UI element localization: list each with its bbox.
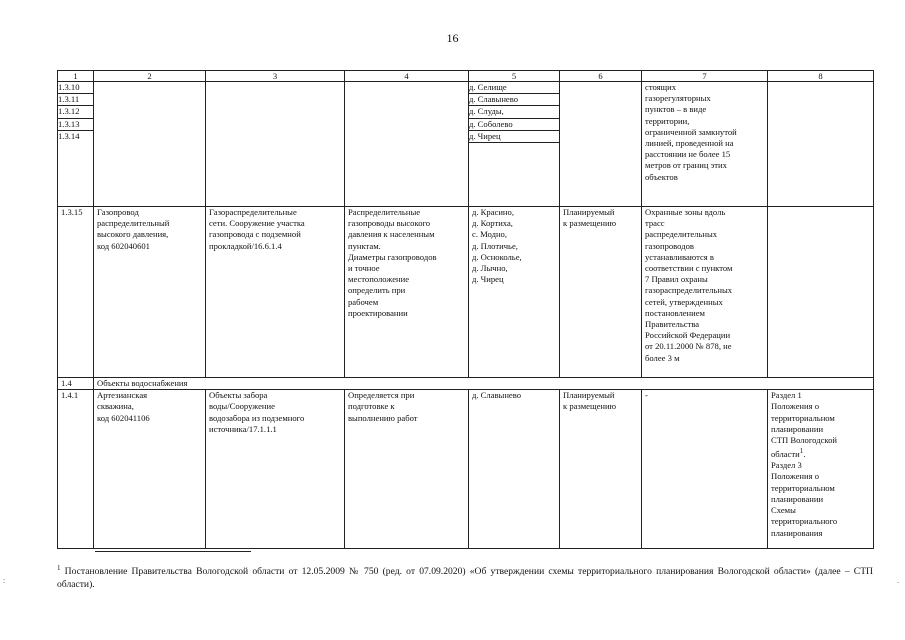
- row-id: 1.3.15: [58, 207, 94, 378]
- empty-cell: [94, 82, 206, 207]
- footnote-ref: 1: [799, 447, 804, 456]
- row-id: 1.3.12: [58, 106, 94, 118]
- footnote-text: Постановление Правительства Вологодской области от 12.05.2009 № 750 (ред. от 07.09.2020) «Об утверждении схемы территориального планирования Вологодской области» (далее – СТП области).: [57, 566, 873, 591]
- page-number: 16: [446, 31, 459, 45]
- left-edge-mark: :: [3, 576, 6, 585]
- empty-cell: [768, 82, 874, 207]
- source-part-2: . Раздел 3 Положения о территориальном планировании Схемы территориального планирования: [771, 449, 838, 538]
- object-location: д. Красино, д. Кортиха, с. Модно, д. Плотичье, д. Осноколье, д. Лычно, д. Чирец: [469, 207, 560, 378]
- object-name: Артезианская скважина, код 602041106: [94, 390, 206, 549]
- footnote-marker: 1: [57, 564, 61, 572]
- empty-cell: [206, 82, 345, 207]
- row-id: 1.3.13: [58, 119, 94, 131]
- right-edge-mark: .: [897, 576, 899, 585]
- column-number-row: [58, 71, 874, 82]
- object-status: Планируемый к размещению: [560, 207, 642, 378]
- column-number: 6: [560, 71, 642, 82]
- column-number: 3: [206, 71, 345, 82]
- column-number: 2: [94, 71, 206, 82]
- planning-table: [57, 70, 874, 549]
- village-name: д. Соболево: [469, 119, 560, 131]
- footnote-separator: [95, 551, 251, 552]
- row-id: 1.3.10: [58, 82, 94, 94]
- source-document: [768, 207, 874, 378]
- object-location: д. Славынево: [469, 390, 560, 549]
- section-title: Объекты водоснабжения: [94, 378, 874, 390]
- column-number: 8: [768, 71, 874, 82]
- column-number: 1: [58, 71, 94, 82]
- village-name: д. Чирец: [469, 131, 560, 143]
- table-row-1-4: [58, 378, 874, 390]
- empty-cell: [560, 82, 642, 207]
- row-id-stack: [58, 82, 94, 207]
- object-status: Планируемый к размещению: [560, 390, 642, 549]
- object-purpose: Газораспределительные сети. Сооружение участка газопровода с подземной прокладкой/16.6.1.4: [206, 207, 345, 378]
- row-id: 1.3.11: [58, 94, 94, 106]
- protection-zone-text: Охранные зоны вдоль трасс распределительных газопроводов устанавливаются в соответствии с пунктом 7 Правил охраны газораспределительных сетей, утвержденных постановлением Правительства Российской Федерации от 20.11.2000 № 878, не более 3 м: [642, 207, 768, 378]
- column-number: 7: [642, 71, 768, 82]
- village-name: д. Слуды,: [469, 106, 560, 118]
- object-name: Газопровод распределительный высокого давления, код 602040601: [94, 207, 206, 378]
- village-stack: [469, 82, 560, 207]
- source-part-1: Раздел 1 Положения о территориальном планировании СТП Вологодской области: [771, 390, 838, 460]
- footnote: [57, 562, 873, 591]
- row-id: 1.4.1: [58, 390, 94, 549]
- village-name: д. Славынево: [469, 94, 560, 106]
- object-characteristics: Определяется при подготовке к выполнению работ: [345, 390, 469, 549]
- protection-zone-text: -: [642, 390, 768, 549]
- empty-cell: [345, 82, 469, 207]
- table-row-1-3-15: [58, 207, 874, 378]
- object-characteristics: Распределительные газопроводы высокого давления к населенным пунктам. Диаметры газопроводов и точное местоположение определить при рабочем проектировании: [345, 207, 469, 378]
- object-purpose: Объекты забора воды/Сооружение водозабора из подземного источника/17.1.1.1: [206, 390, 345, 549]
- row-id: 1.3.14: [58, 130, 80, 141]
- column-number: 5: [469, 71, 560, 82]
- table-row-1-4-1: [58, 390, 874, 549]
- table-row-1-3-10-to-1-3-14: [58, 82, 874, 207]
- section-id: 1.4: [58, 378, 94, 390]
- column-number: 4: [345, 71, 469, 82]
- source-document: [768, 390, 874, 549]
- village-name: д. Селище: [469, 82, 560, 94]
- protection-zone-text: стоящих газорегуляторных пунктов – в виде территории, ограниченной замкнутой линией, проведенной на расстоянии не более 15 метров от границ этих объектов: [642, 82, 768, 207]
